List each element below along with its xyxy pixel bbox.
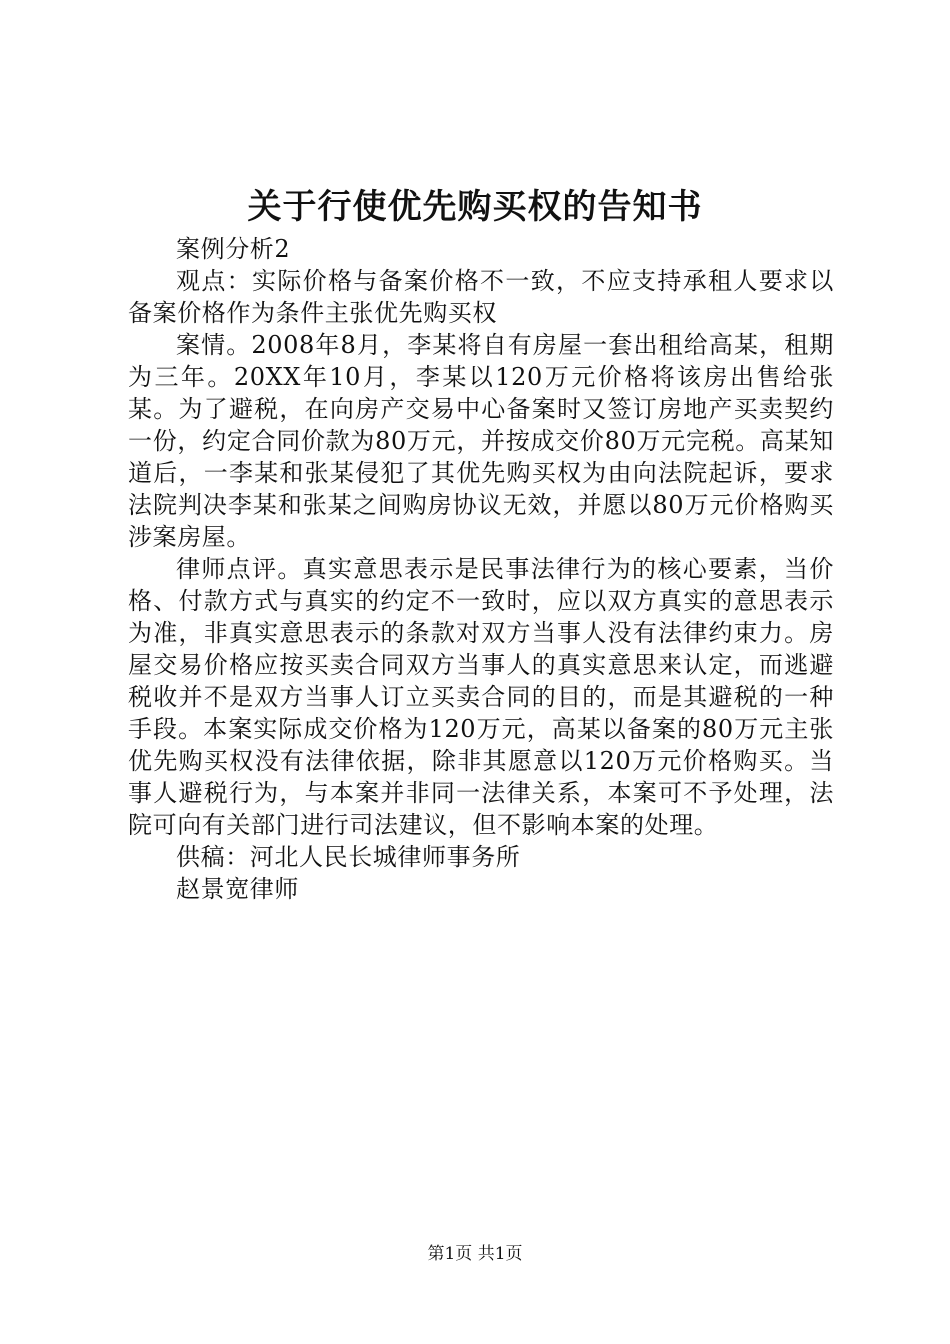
document-title: 关于行使优先购买权的告知书 (247, 187, 703, 227)
viewpoint-paragraph: 观点：实际价格与备案价格不一致，不应支持承租人要求以备案价格作为条件主张优先购买权 (128, 267, 834, 327)
case-heading: 案例分析2 (176, 235, 291, 263)
contributor-line: 供稿：河北人民长城律师事务所 (176, 843, 521, 871)
lawyer-comment-paragraph: 律师点评。真实意思表示是民事法律行为的核心要素，当价格、付款方式与真实的约定不一致时，应以双方真实的意思表示为准，非真实意思表示的条款对双方当事人没有法律约束力。房屋交易价格应按买卖合同双方当事人的真实意思来认定，而逃避税收并不是双方当事人订立买卖合同的目的，而是其避税的一种手段。本案实际成交价格为120万元，高某以备案的80万元主张优先购买权没有法律依据，除非其愿意以120万元价格购买。当事人避税行为，与本案并非同一法律关系，本案可不予处理，法院可向有关部门进行司法建议，但不影响本案的处理。 (128, 555, 834, 839)
document-body (128, 233, 834, 905)
case-facts-paragraph: 案情。2008年8月，李某将自有房屋一套出租给高某，租期为三年。20XX年10月，李某以120万元价格将该房出售给张某。为了避税，在向房产交易中心备案时又签订房地产买卖契约一份，约定合同价款为80万元，并按成交价80万元完税。高某知道后，一李某和张某侵犯了其优先购买权为由向法院起诉，要求法院判决李某和张某之间购房协议无效，并愿以80万元价格购买涉案房屋。 (128, 331, 834, 551)
page-footer: 第1页 共1页 (427, 1244, 523, 1264)
author-line: 赵景宽律师 (176, 875, 299, 903)
